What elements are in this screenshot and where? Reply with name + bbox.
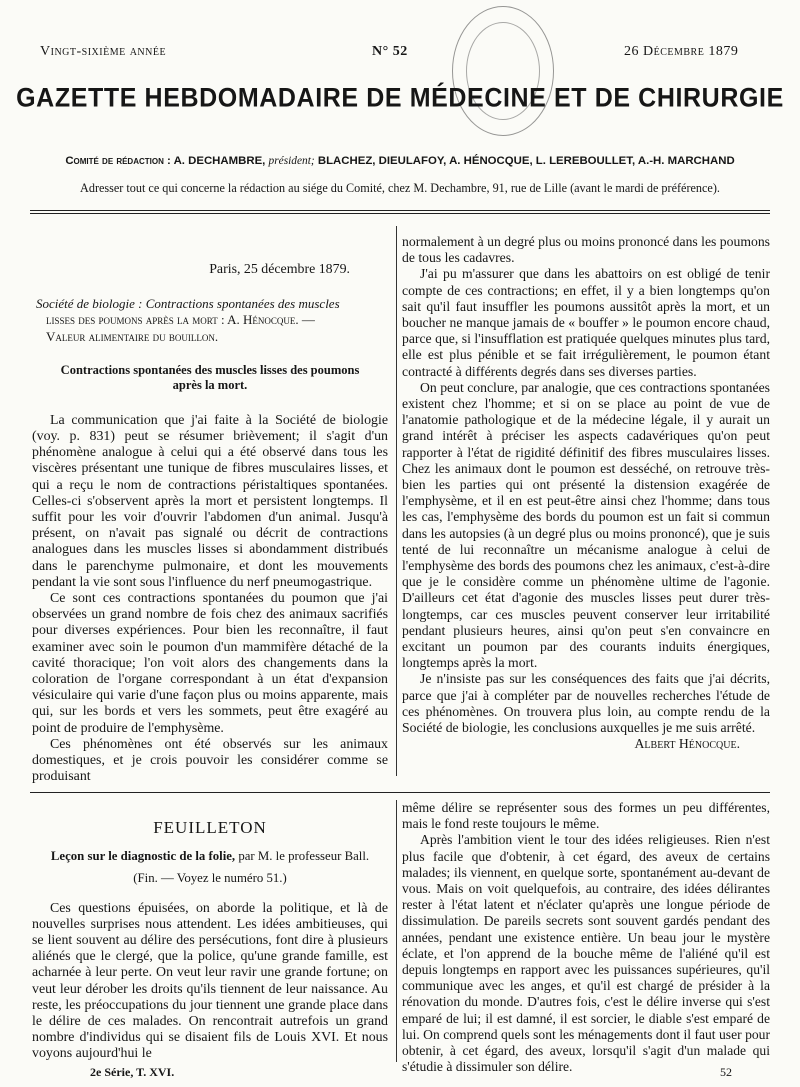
paragraph: Ce sont ces contractions spontanées du poumon que j'ai observées un grand nombre de fois chez des animaux sacrifiés pour diverses expériences. Pour bien les reconnaître, il faut examiner avec soin le poumon d'un mammifère détaché de la cavité thoracique; l'on voit alors des changements dans la coloration de l'organe correspondant à un état d'expansion vésiculaire qui varie d'une façon plus ou moins apparente, mais qui, sur les bords et vers les sommets, peut être exagéré au point de produire de l'emphysème. <box>32 591 388 736</box>
article-summary <box>32 296 388 345</box>
feuilleton-column-divider <box>396 800 397 1062</box>
committee-label: Comité de rédaction : <box>65 155 171 167</box>
article-right-column <box>402 234 770 753</box>
committee-members: BLACHEZ, DIEULAFOY, A. HÉNOCQUE, L. LEREBOULLET, A.-H. MARCHAND <box>317 155 735 167</box>
article-left-column <box>32 262 388 785</box>
paragraph: normalement à un degré plus ou moins prononcé dans les poumons de tous les cadavres. <box>402 234 770 266</box>
editorial-address: Adresser tout ce qui concerne la rédaction au siége du Comité, chez M. Dechambre, 91, rue de Lille (avant le mardi de préférence). <box>80 181 720 195</box>
paragraph: Je n'insiste pas sur les conséquences des faits que j'ai décrits, parce que j'ai à compléter par de nouvelles recherches l'étude de ces phénomènes. On trouvera plus loin, au compte rendu de la Société de biologie, les conclusions auxquelles je me suis arrêté. <box>402 671 770 736</box>
issue-date: 26 Décembre 1879 <box>624 44 739 59</box>
paragraph: Après l'ambition vient le tour des idées religieuses. Rien n'est plus facile que d'obtenir, à cet égard, des aveux de certains malades; ils viennent, en quelque sorte, spontanément au-devant de vous. Mais on voit quelquefois, au contraire, des idées délirantes rester à l'état latent et n'éclater qu'après une longue période de dissimulation. De pareils secrets sont souvent gardés pendant des années, pendant une existence entière. Un beau jour le mystère éclate, et l'on apprend de la bouche même de l'aliéné qu'il est depuis longtemps en rapport avec les puissances supérieures, qu'il communique avec les anges, et qu'il est chargé de présider à la rénovation du monde. D'autres fois, c'est le délire inverse qui s'est emparé de lui; il est damné, il est sorcier, le diable s'est emparé de lui. On comprend quels sont les ménagements dont il faut user pour obtenir, à cet égard, des aveux, lorsqu'il s'agit d'un malade qui s'étudie à dissimuler son délire. <box>402 832 770 1075</box>
section-title-line: après la mort. <box>172 377 248 392</box>
continuation-note: (Fin. — Voyez le numéro 51.) <box>133 871 287 886</box>
committee-president: A. DECHAMBRE, <box>173 155 266 167</box>
section-title-line: Contractions spontanées des muscles lisses des poumons <box>60 362 360 377</box>
paragraph: Ces phénomènes ont été observés sur les animaux domestiques, et je crois pouvoir les considérer comme se produisant <box>32 736 388 785</box>
lesson-title-block <box>32 848 388 864</box>
paragraph: Ces questions épuisées, on aborde la politique, et là de nouvelles surprises nous attendent. Les idées ambitieuses, qui se lient souvent au délire des persécutions, font dire à plusieurs aliénés que le clergé, que la police, qu'une grande famille, est acharnée à leur perte. On veut leur ravir une grande fortune; on veut leur dérober les droits qu'ils tiennent de leur naissance. Au reste, les préoccupations du jour tiennent une grande place dans le délire de ces malades. On rencontrait autrefois un grand nombre d'individus qui se disaient fils de Louis XVI. Et nous voyons aujourd'hui le <box>32 900 388 1062</box>
article-signature: Albert Hénocque. <box>634 736 740 752</box>
masthead-title: GAZETTE HEBDOMADAIRE DE MÉDECINE ET DE CHIRURGIE <box>16 82 784 114</box>
section-title <box>32 363 388 393</box>
feuilleton-heading: FEUILLETON <box>153 818 267 837</box>
page-number: 52 <box>720 1065 732 1079</box>
paragraph: J'ai pu m'assurer que dans les abattoirs on est obligé de tenir compte de ces contractions; en effet, il y a bien longtemps qu'on sait qu'il faut insuffler les poumons aussitôt après la mort, et un boucher ne manque jamais de « bouffer » le poumon encore chaud, parce que, si l'insufflation est pratiquée quelques minutes plus tard, elle est plus pénible et se fait irrégulièrement, le poumon étant contracté à différents degrés dans ses diverses parties. <box>402 266 770 379</box>
feuilleton-body-left <box>32 901 388 1063</box>
article-body-left <box>32 413 388 786</box>
feuilleton-right-column <box>402 800 770 1075</box>
feuilleton-divider <box>30 792 770 793</box>
volume-year: Vingt-sixième année <box>40 44 167 59</box>
lesson-title: Leçon sur le diagnostic de la folie, <box>50 849 236 864</box>
summary-line: lisses des poumons après la mort : A. Hénocque. — <box>46 312 315 328</box>
lesson-author: par M. le professeur Ball. <box>238 849 370 864</box>
column-divider <box>396 226 397 776</box>
paragraph: La communication que j'ai faite à la Société de biologie (voy. p. 831) peut se résumer brièvement; il s'agit d'un phénomène analogue à celui qui a été observé dans tous les viscères présentant une tunique de fibres musculaires lisses, et qui a reçu le nom de contractions péristaltiques spontanées. Celles-ci s'observent après la mort et persistent longtemps. Il suffit pour les voir d'ouvrir l'abdomen d'un animal. Jusqu'à présent, on n'avait pas signalé ou décrit de contractions analogues dans les muscles lisses si abondamment distribués dans le parenchyme pulmonaire, et dont les mouvements pendant la vie sont sous l'influence du nerf pneumogastrique. <box>32 412 388 590</box>
feuilleton-left-column <box>32 820 388 1063</box>
paragraph: On peut conclure, par analogie, que ces contractions spontanées existent chez l'homme; et si on se place au point de vue de l'anatomie pathologique et de la médecine légale, il y aurait un grand intérêt à préciser les aspects cadavériques qu'on peut rapporter à l'état de rigidité définitif des fibres musculaires lisses. Chez les animaux dont le poumon est desséché, on retrouve très-bien les parties qui ont présenté la distension exagérée de l'emphysème, et il en est peut-être ainsi chez l'homme; dans tous les cas, l'emphysème des bords du poumon est un fait si commun dans les autopsies (à un degré plus ou moins prononcé), que je suis tenté de lui reconnaître un mécanisme analogue à celui de l'emphysème des bords des poumons chez les animaux, c'est-à-dire que je le considère comme un phénomène ultime de l'agonie. D'ailleurs cet état d'agonie des muscles lisses peut durer très-longtemps, car ces muscles peuvent conserver leur irritabilité pendant plusieurs heures, ainsi qu'on peut s'en convaincre en excitant un poumon par des courants induits énergiques, longtemps après la mort. <box>402 379 770 671</box>
summary-line: Valeur alimentaire du bouillon. <box>46 328 219 344</box>
header-divider-double <box>30 213 770 214</box>
paragraph: même délire se représenter sous des formes un peu différentes, mais le fond reste toujours le même. <box>402 800 770 832</box>
issue-number: N° 52 <box>372 44 408 59</box>
committee-president-role: président; <box>268 155 315 167</box>
summary-line: Société de biologie : Contractions spontanées des muscles <box>36 296 340 312</box>
header-divider <box>30 210 770 211</box>
editorial-committee <box>0 155 800 167</box>
article-dateline: Paris, 25 décembre 1879. <box>209 262 350 277</box>
series-volume: 2e Série, T. XVI. <box>90 1065 175 1079</box>
